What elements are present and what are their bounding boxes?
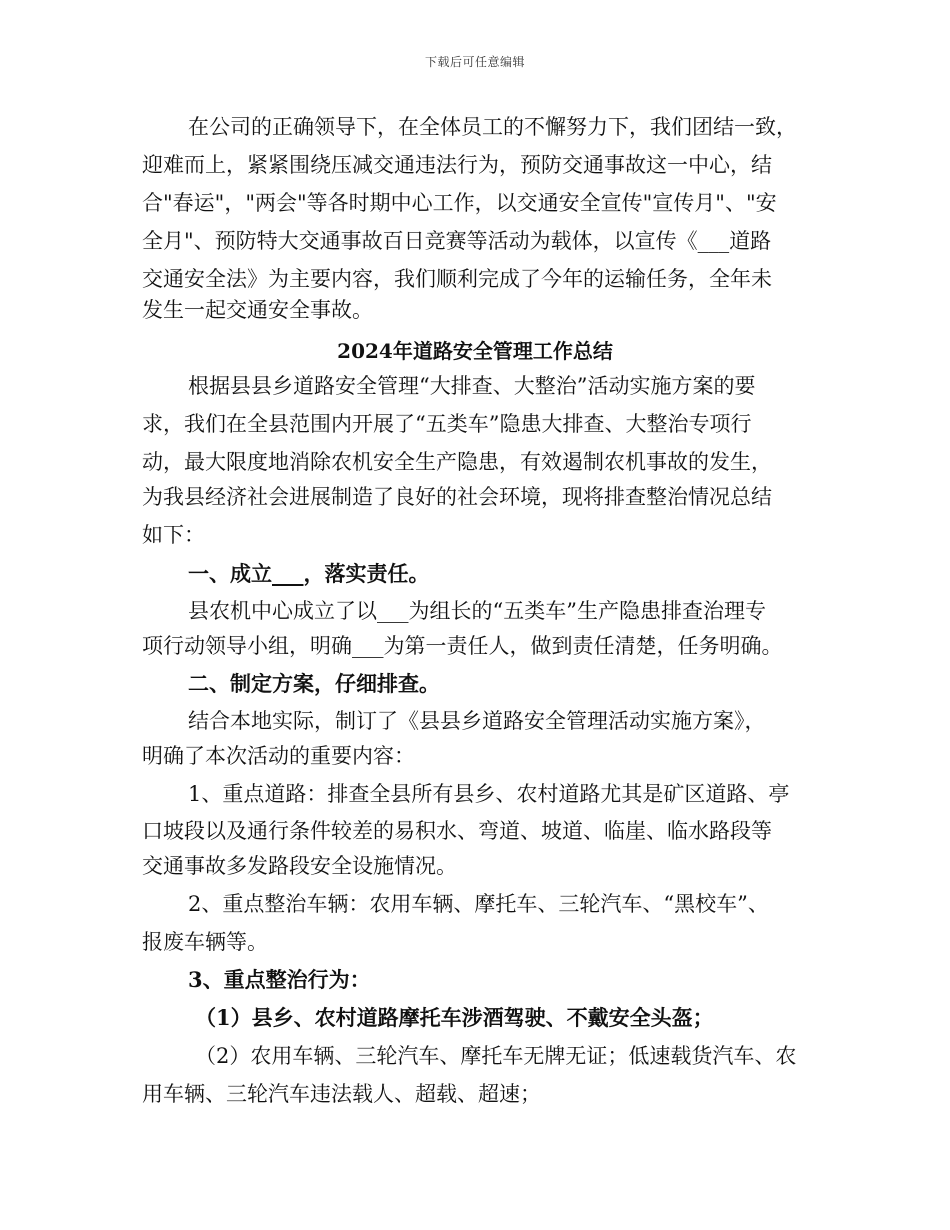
- paragraph-line: 结合本地实际，制订了《县县乡道路安全管理活动实施方案》，: [188, 709, 766, 733]
- paragraph-line: 县农机中心成立了以___为组长的“五类车”生产隐患排查治理专: [188, 599, 766, 623]
- list-item-line: 交通事故多发路段安全设施情况。: [142, 854, 457, 878]
- list-item-line: 口坡段以及通行条件较差的易积水、弯道、坡道、临崖、临水路段等: [142, 819, 772, 843]
- list-item-line: 1、重点道路：排查全县所有县乡、农村道路尤其是矿区道路、亭: [188, 782, 790, 806]
- paragraph-line: 为我县经济社会进展制造了良好的社会环境，现将排查整治情况总结: [142, 485, 772, 509]
- document-title: 2024年道路安全管理工作总结: [337, 339, 613, 363]
- sub-item-line: （2）农用车辆、三轮汽车、摩托车无牌无证；低速载货汽车、农: [195, 1044, 797, 1068]
- sub-item-line: 用车辆、三轮汽车违法载人、超载、超速；: [142, 1082, 541, 1106]
- list-item-heading: 3、重点整治行为：: [188, 967, 371, 992]
- paragraph-line: 交通安全法》为主要内容，我们顺利完成了今年的运输任务，全年未: [142, 267, 772, 291]
- list-item-line: 报废车辆等。: [142, 930, 268, 954]
- section-heading: 一、成立___，落实责任。: [188, 561, 430, 586]
- paragraph-line: 明确了本次活动的重要内容：: [142, 744, 415, 768]
- paragraph-line: 求，我们在全县范围内开展了“五类车”隐患大排查、大整治专项行: [142, 412, 752, 436]
- paragraph-line: 如下：: [142, 523, 205, 547]
- paragraph-line: 迎难而上，紧紧围绕压减交通违法行为，预防交通事故这一中心，结: [142, 153, 772, 177]
- list-item-line: 2、重点整治车辆：农用车辆、摩托车、三轮汽车、“黑校车”、: [188, 892, 769, 916]
- paragraph-line: 全月"、预防特大交通事故百日竞赛等活动为载体，以宣传《___道路: [142, 229, 772, 253]
- paragraph-line: 发生一起交通安全事故。: [142, 298, 373, 322]
- paragraph-line: 项行动领导小组，明确___为第一责任人，做到责任清楚，任务明确。: [142, 634, 783, 658]
- section-heading: 二、制定方案，仔细排查。: [188, 671, 440, 696]
- sub-item-line: （1）县乡、农村道路摩托车涉酒驾驶、不戴安全头盔；: [195, 1005, 714, 1030]
- paragraph-line: 合"春运"，"两会"等各时期中心工作，以交通安全宣传"宣传月"、"安: [142, 191, 777, 215]
- paragraph-line: 根据县县乡道路安全管理“大排查、大整治”活动实施方案的要: [188, 374, 756, 398]
- paragraph-line: 在公司的正确领导下，在全体员工的不懈努力下，我们团结一致，: [188, 115, 797, 139]
- page-header-note: 下载后可任意编辑: [424, 55, 525, 69]
- paragraph-line: 动，最大限度地消除农机安全生产隐患，有效遏制农机事故的发生，: [142, 450, 772, 474]
